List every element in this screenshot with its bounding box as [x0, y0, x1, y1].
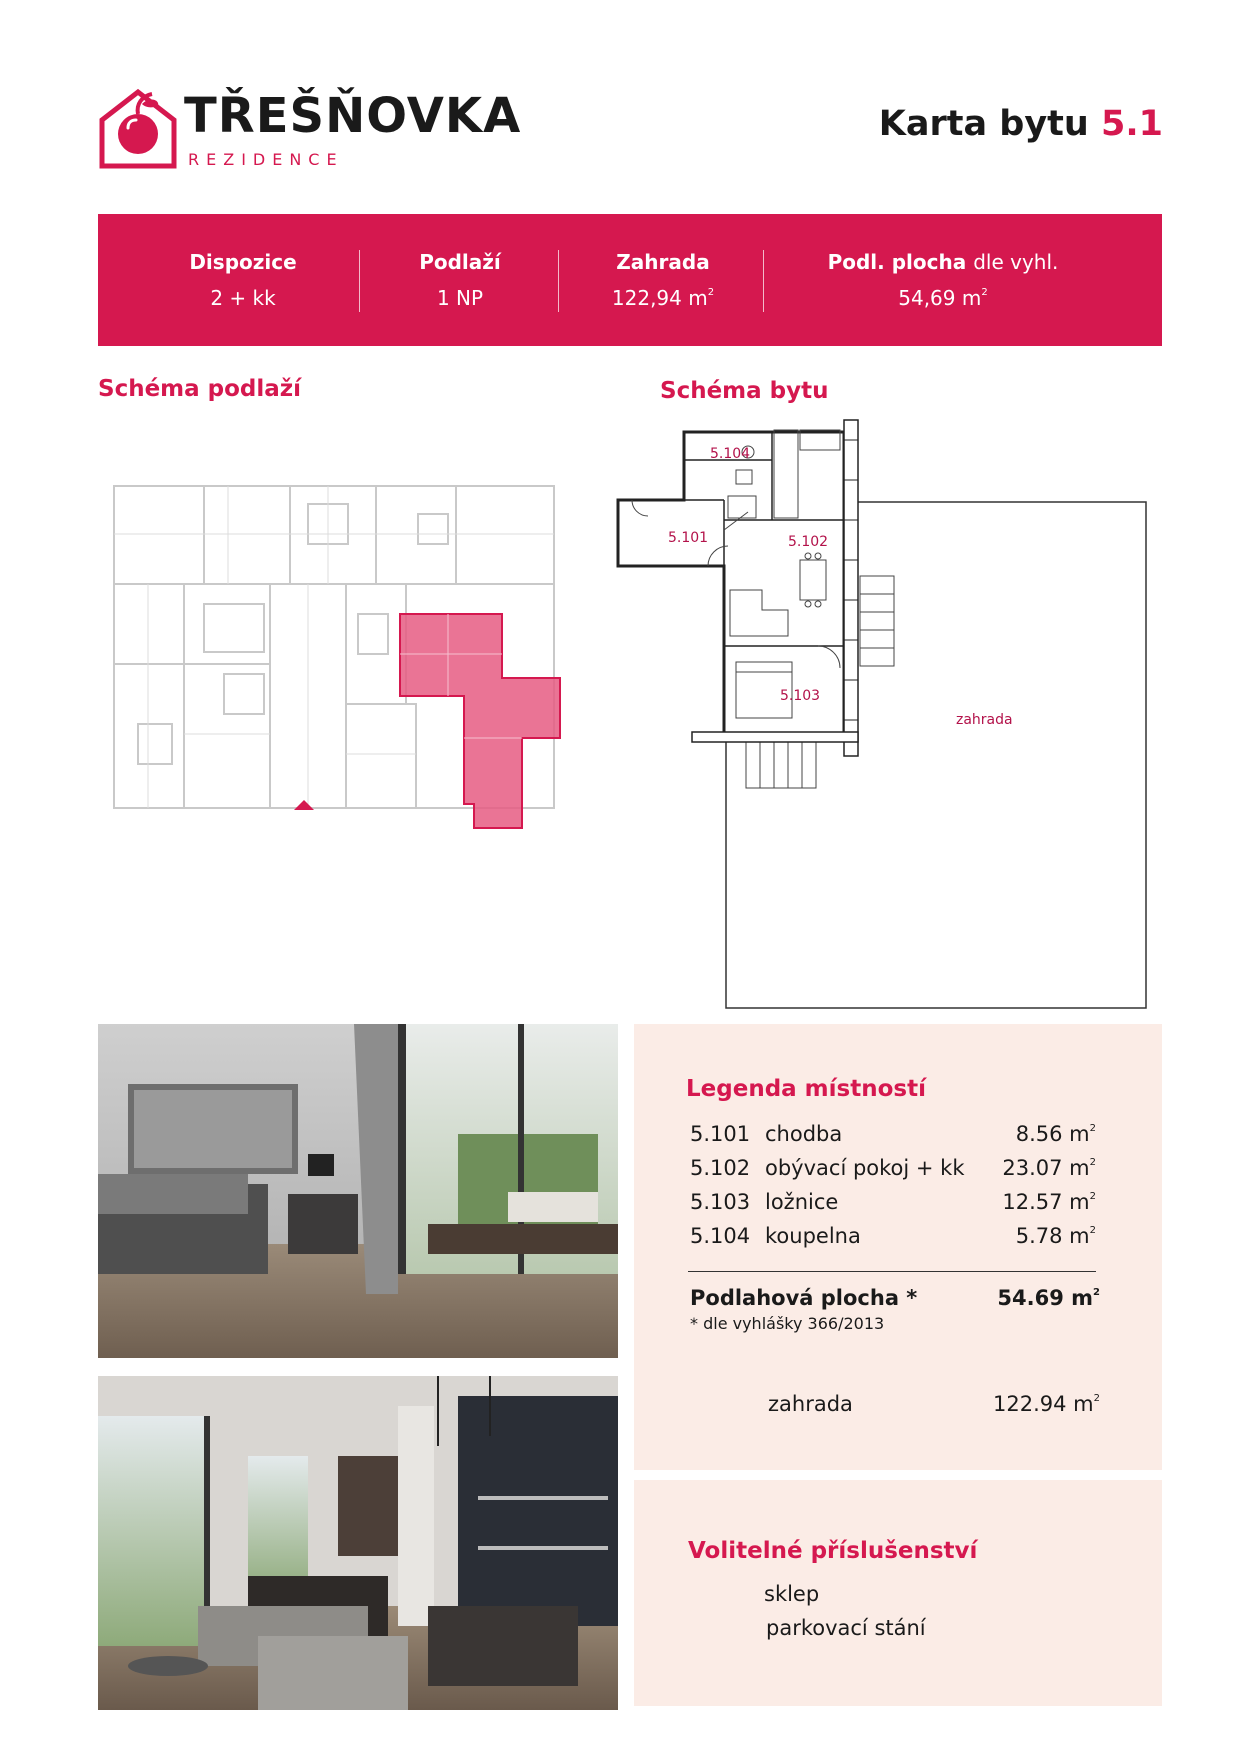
garden-row-value — [993, 1392, 1100, 1416]
floor-scheme-title: Schéma podlaží — [98, 376, 302, 402]
room-area-text: 12.57 m — [1002, 1190, 1090, 1214]
room-area-text: 23.07 m — [1002, 1156, 1090, 1180]
brand-name: TŘEŠŇOVKA — [184, 88, 522, 144]
room-name: chodba — [765, 1122, 843, 1146]
cherry-house-icon — [98, 86, 178, 172]
info-floor-area-value-text: 54,69 m — [898, 286, 982, 310]
room-code: 5.101 — [690, 1122, 751, 1146]
brand-logo — [98, 86, 522, 172]
room-area — [1016, 1122, 1096, 1146]
room-code: 5.103 — [690, 1190, 751, 1214]
room-label-5103: 5.103 — [780, 688, 821, 704]
room-name: ložnice — [765, 1190, 839, 1214]
floor-plan — [108, 474, 568, 834]
option-item: sklep — [764, 1582, 820, 1606]
info-divider — [558, 250, 559, 312]
unit-scheme-title: Schéma bytu — [660, 378, 829, 404]
unit-superscript: 2 — [1093, 1393, 1100, 1404]
room-label-5102: 5.102 — [788, 534, 829, 550]
unit-superscript: 2 — [1089, 1225, 1096, 1236]
highlighted-unit — [400, 614, 560, 828]
total-area-value-text: 54.69 m — [997, 1286, 1094, 1310]
legend-row — [690, 1122, 1096, 1156]
garden-row-value-text: 122.94 m — [993, 1392, 1094, 1416]
room-name: koupelna — [765, 1224, 861, 1248]
legend-divider — [688, 1271, 1096, 1272]
unit-superscript: 2 — [1089, 1157, 1096, 1168]
info-disposition-label: Dispozice — [189, 250, 297, 274]
options-title: Volitelné příslušenství — [688, 1538, 978, 1564]
info-garden — [578, 250, 748, 310]
unit-superscript: 2 — [1093, 1287, 1100, 1298]
card-title-prefix: Karta bytu — [878, 104, 1089, 144]
garden-row-label: zahrada — [768, 1392, 853, 1416]
brand-subtitle: REZIDENCE — [188, 150, 344, 169]
room-label-5101: 5.101 — [668, 530, 709, 546]
options-panel — [634, 1480, 1162, 1706]
room-area-text: 8.56 m — [1015, 1122, 1090, 1146]
info-floor-area-label-bold: Podl. plocha — [827, 250, 967, 274]
info-floor-value: 1 NP — [436, 286, 484, 310]
room-area — [1002, 1190, 1096, 1214]
room-area-text: 5.78 m — [1015, 1224, 1090, 1248]
info-divider — [359, 250, 360, 312]
regulation-note: * dle vyhlášky 366/2013 — [690, 1314, 885, 1333]
info-floor-area — [798, 250, 1088, 310]
unit-superscript: 2 — [981, 287, 988, 298]
garden-label: zahrada — [956, 712, 1013, 728]
legend-panel — [634, 1024, 1162, 1470]
total-area-value — [997, 1286, 1100, 1310]
legend-row — [690, 1156, 1096, 1190]
info-garden-value — [578, 286, 748, 310]
info-disposition-value: 2 + kk — [210, 286, 276, 310]
entrance-marker-icon — [294, 800, 314, 810]
room-area — [1002, 1156, 1096, 1180]
legend-title: Legenda místností — [686, 1076, 926, 1102]
info-disposition — [158, 250, 328, 310]
legend-row — [690, 1224, 1096, 1258]
room-area — [1016, 1224, 1096, 1248]
total-area-label: Podlahová plocha * — [690, 1286, 918, 1310]
info-floor-area-value — [798, 286, 1088, 310]
info-floor-area-label-light: dle vyhl. — [973, 250, 1059, 274]
room-name: obývací pokoj + kk — [765, 1156, 965, 1180]
room-code: 5.104 — [690, 1224, 751, 1248]
living-room-photo — [98, 1376, 618, 1710]
bedroom-photo — [98, 1024, 618, 1358]
legend-row — [690, 1190, 1096, 1224]
card-title-number: 5.1 — [1100, 104, 1163, 144]
room-code: 5.102 — [690, 1156, 751, 1180]
page-title — [879, 104, 1163, 144]
info-garden-label: Zahrada — [616, 250, 710, 274]
option-item: parkovací stání — [766, 1616, 926, 1640]
room-label-5104: 5.104 — [710, 446, 751, 462]
unit-superscript: 2 — [707, 287, 715, 298]
unit-plan — [612, 400, 1172, 1020]
info-garden-value-text: 122,94 m — [611, 286, 708, 310]
unit-superscript: 2 — [1089, 1191, 1096, 1202]
unit-superscript: 2 — [1089, 1123, 1096, 1134]
info-floor — [380, 250, 540, 310]
info-divider — [763, 250, 764, 312]
info-band — [98, 214, 1162, 346]
info-floor-area-label — [798, 250, 1088, 274]
info-floor-label: Podlaží — [419, 250, 501, 274]
